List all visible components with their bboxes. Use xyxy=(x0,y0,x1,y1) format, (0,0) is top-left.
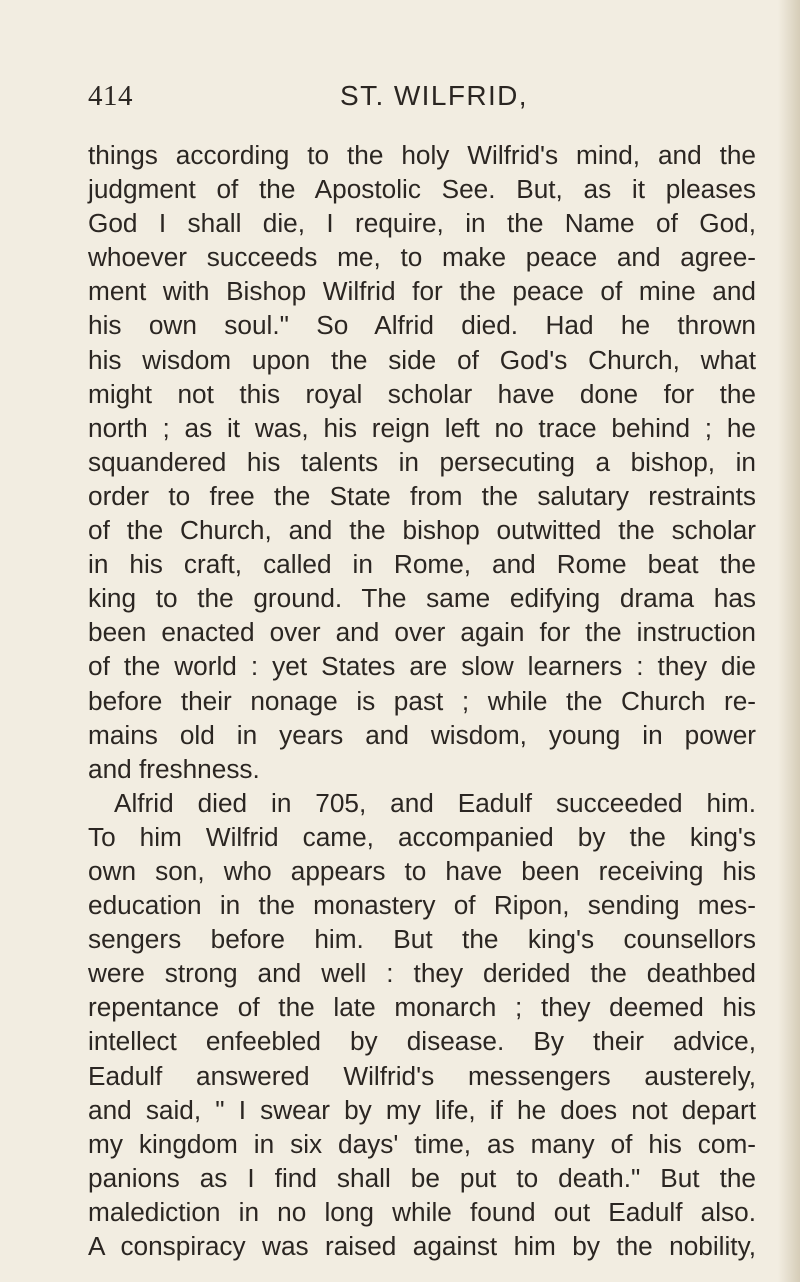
text-line: and said, " I swear by my life, if he does not depart xyxy=(88,1094,756,1125)
text-line: and freshness. xyxy=(88,753,260,784)
text-line: squandered his talents in persecuting a bishop, in xyxy=(88,446,756,477)
text-line: before their nonage is past ; while the Church re- xyxy=(88,685,756,716)
page-edge-shadow xyxy=(778,0,800,1282)
text-line: king to the ground. The same edifying drama has xyxy=(88,583,756,614)
page-number: 414 xyxy=(88,80,133,112)
text-line: my kingdom in six days' time, as many of his com- xyxy=(88,1128,756,1159)
text-line: God I shall die, I require, in the Name of God, xyxy=(88,208,756,239)
text-line: in his craft, called in Rome, and Rome beat the xyxy=(88,549,756,580)
text-line: intellect enfeebled by disease. By their advice, xyxy=(88,1026,756,1057)
text-line: order to free the State from the salutary restraints xyxy=(88,480,756,511)
text-line: own son, who appears to have been receiving his xyxy=(88,855,756,886)
running-head xyxy=(88,80,768,124)
text-line: might not this royal scholar have done for the xyxy=(88,378,756,409)
text-line: of the Church, and the bishop outwitted the scholar xyxy=(88,515,756,546)
text-line: Eadulf answered Wilfrid's messengers austerely, xyxy=(88,1060,756,1091)
text-line: things according to the holy Wilfrid's mind, and the xyxy=(88,140,756,170)
text-line: of the world : yet States are slow learners : they die xyxy=(88,651,756,682)
text-line: repentance of the late monarch ; they deemed his xyxy=(88,992,756,1023)
text-line: whoever succeeds me, to make peace and agree- xyxy=(88,242,756,273)
text-line: his own soul." So Alfrid died. Had he thrown xyxy=(88,310,756,341)
text-line: panions as I find shall be put to death." But the xyxy=(88,1162,756,1193)
text-line: north ; as it was, his reign left no trace behind ; he xyxy=(88,412,756,443)
text-line: judgment of the Apostolic See. But, as it pleases xyxy=(88,174,756,205)
text-line: education in the monastery of Ripon, sending mes- xyxy=(88,890,756,921)
text-line: were strong and well : they derided the deathbed xyxy=(88,958,756,989)
text-line: his wisdom upon the side of God's Church, what xyxy=(88,344,756,375)
text-line: ment with Bishop Wilfrid for the peace of mine and xyxy=(88,276,756,307)
text-line: been enacted over and over again for the instruction xyxy=(88,617,756,648)
text-line: A conspiracy was raised against him by the nobility, xyxy=(88,1231,756,1261)
text-line: malediction in no long while found out Eadulf also. xyxy=(88,1196,756,1227)
text-line: mains old in years and wisdom, young in power xyxy=(88,719,756,750)
running-title: ST. WILFRID, xyxy=(340,80,528,111)
text-line: sengers before him. But the king's counsellors xyxy=(88,924,756,955)
body-text xyxy=(88,138,756,1263)
text-line: Alfrid died in 705, and Eadulf succeeded him. xyxy=(114,787,756,818)
text-line: To him Wilfrid came, accompanied by the king's xyxy=(88,821,756,852)
